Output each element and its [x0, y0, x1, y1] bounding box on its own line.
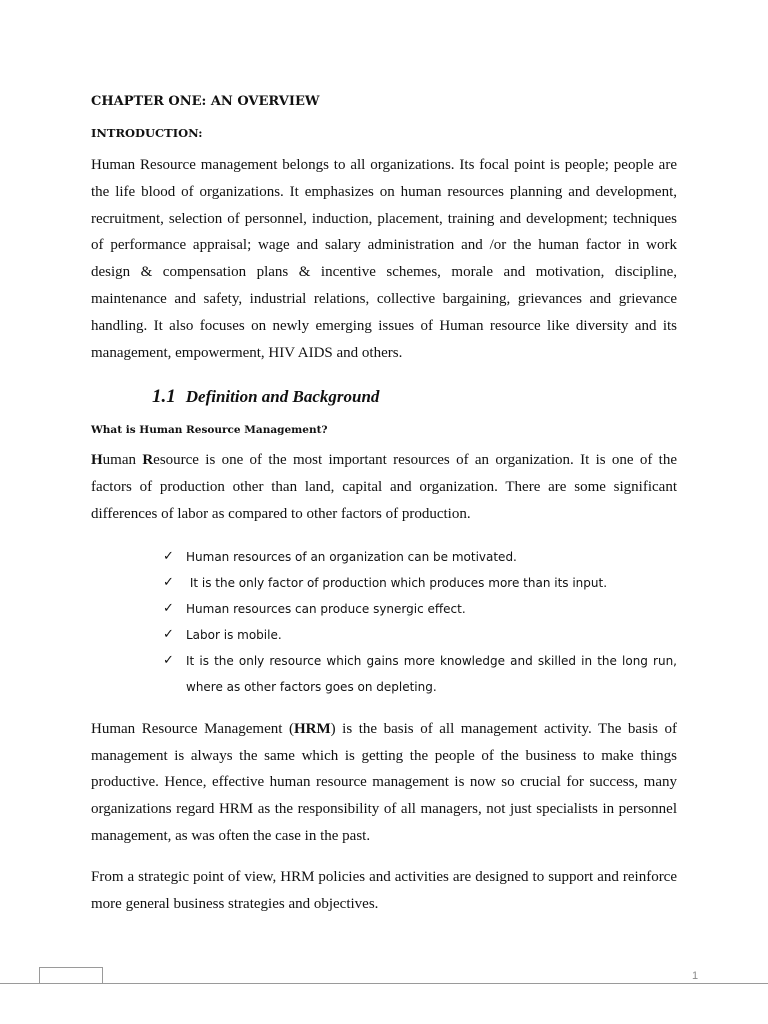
strategic-paragraph: From a strategic point of view, HRM policies and activities are designed to support and reinforce more general business strategies and objectives. — [91, 868, 677, 912]
list-item-text: It is the only factor of production which produces more than its input. — [186, 575, 608, 590]
drop-letter-r: R — [142, 452, 154, 469]
list-item-text: Human resources of an organization can be motivated. — [186, 549, 517, 564]
chapter-title: CHAPTER ONE: AN OVERVIEW — [91, 94, 320, 109]
characteristics-list — [91, 544, 677, 700]
list-item — [163, 544, 677, 570]
section-number: 1.1 — [152, 386, 176, 408]
checkmark-icon: ✓ — [163, 548, 174, 564]
footer-divider — [0, 983, 768, 984]
section-heading — [152, 386, 677, 408]
list-item-text: It is the only resource which gains more knowledge and skilled in the long run, where as other factors goes on depleting. — [186, 653, 677, 694]
checkmark-icon: ✓ — [163, 600, 174, 616]
list-item — [163, 648, 677, 700]
drop-letter-h: H — [91, 452, 103, 469]
hr-text-rest: esource is one of the most important resources of an organization. It is one of the factors of production other than land, capital and organization. There are some significant differences of labor as compared to other factors of production. — [91, 452, 677, 522]
introduction-paragraph: Human Resource management belongs to all organizations. Its focal point is people; people are the life blood of organizations. It emphasizes on human resources planning and development, recruitment, selection of personnel, induction, placement, training and development; techniques of performance appraisal; wage and salary administration and /or the human factor in work design & compensation plans & incentive schemes, morale and motivation, discipline, maintenance and safety, industrial relations, collective bargaining, grievances and grievance handling. It also focuses on newly emerging issues of Human resource like diversity and its management, empowerment, HIV AIDS and others. — [91, 157, 677, 361]
list-item-text: Labor is mobile. — [186, 627, 282, 642]
list-item — [163, 622, 677, 648]
footer-tab — [39, 967, 103, 984]
human-resource-paragraph — [91, 447, 677, 527]
introduction-heading: INTRODUCTION: — [91, 126, 203, 140]
checkmark-icon: ✓ — [163, 626, 174, 642]
hrm-text-after: ) is the basis of all management activity. The basis of management is always the same which is getting the people of the business to make things productive. Hence, effective human resource management is now so crucial for success, many organizations regard HRM as the responsibility of all managers, not just specialists in personnel management, as was often the case in the past. — [91, 720, 677, 844]
page-content — [91, 92, 677, 917]
list-item-text: Human resources can produce synergic effect. — [186, 601, 466, 616]
page-number: 1 — [692, 970, 699, 982]
hrm-abbreviation: HRM — [293, 720, 331, 737]
list-item — [163, 596, 677, 622]
question-heading: What is Human Resource Management? — [91, 424, 328, 437]
checkmark-icon: ✓ — [163, 574, 174, 590]
list-item — [163, 570, 677, 596]
hr-text-uman: uman — [102, 452, 143, 469]
hrm-text-before: Human Resource Management ( — [91, 720, 294, 737]
checkmark-icon: ✓ — [163, 652, 174, 668]
section-title: Definition and Background — [185, 387, 380, 407]
hrm-paragraph — [91, 716, 677, 850]
